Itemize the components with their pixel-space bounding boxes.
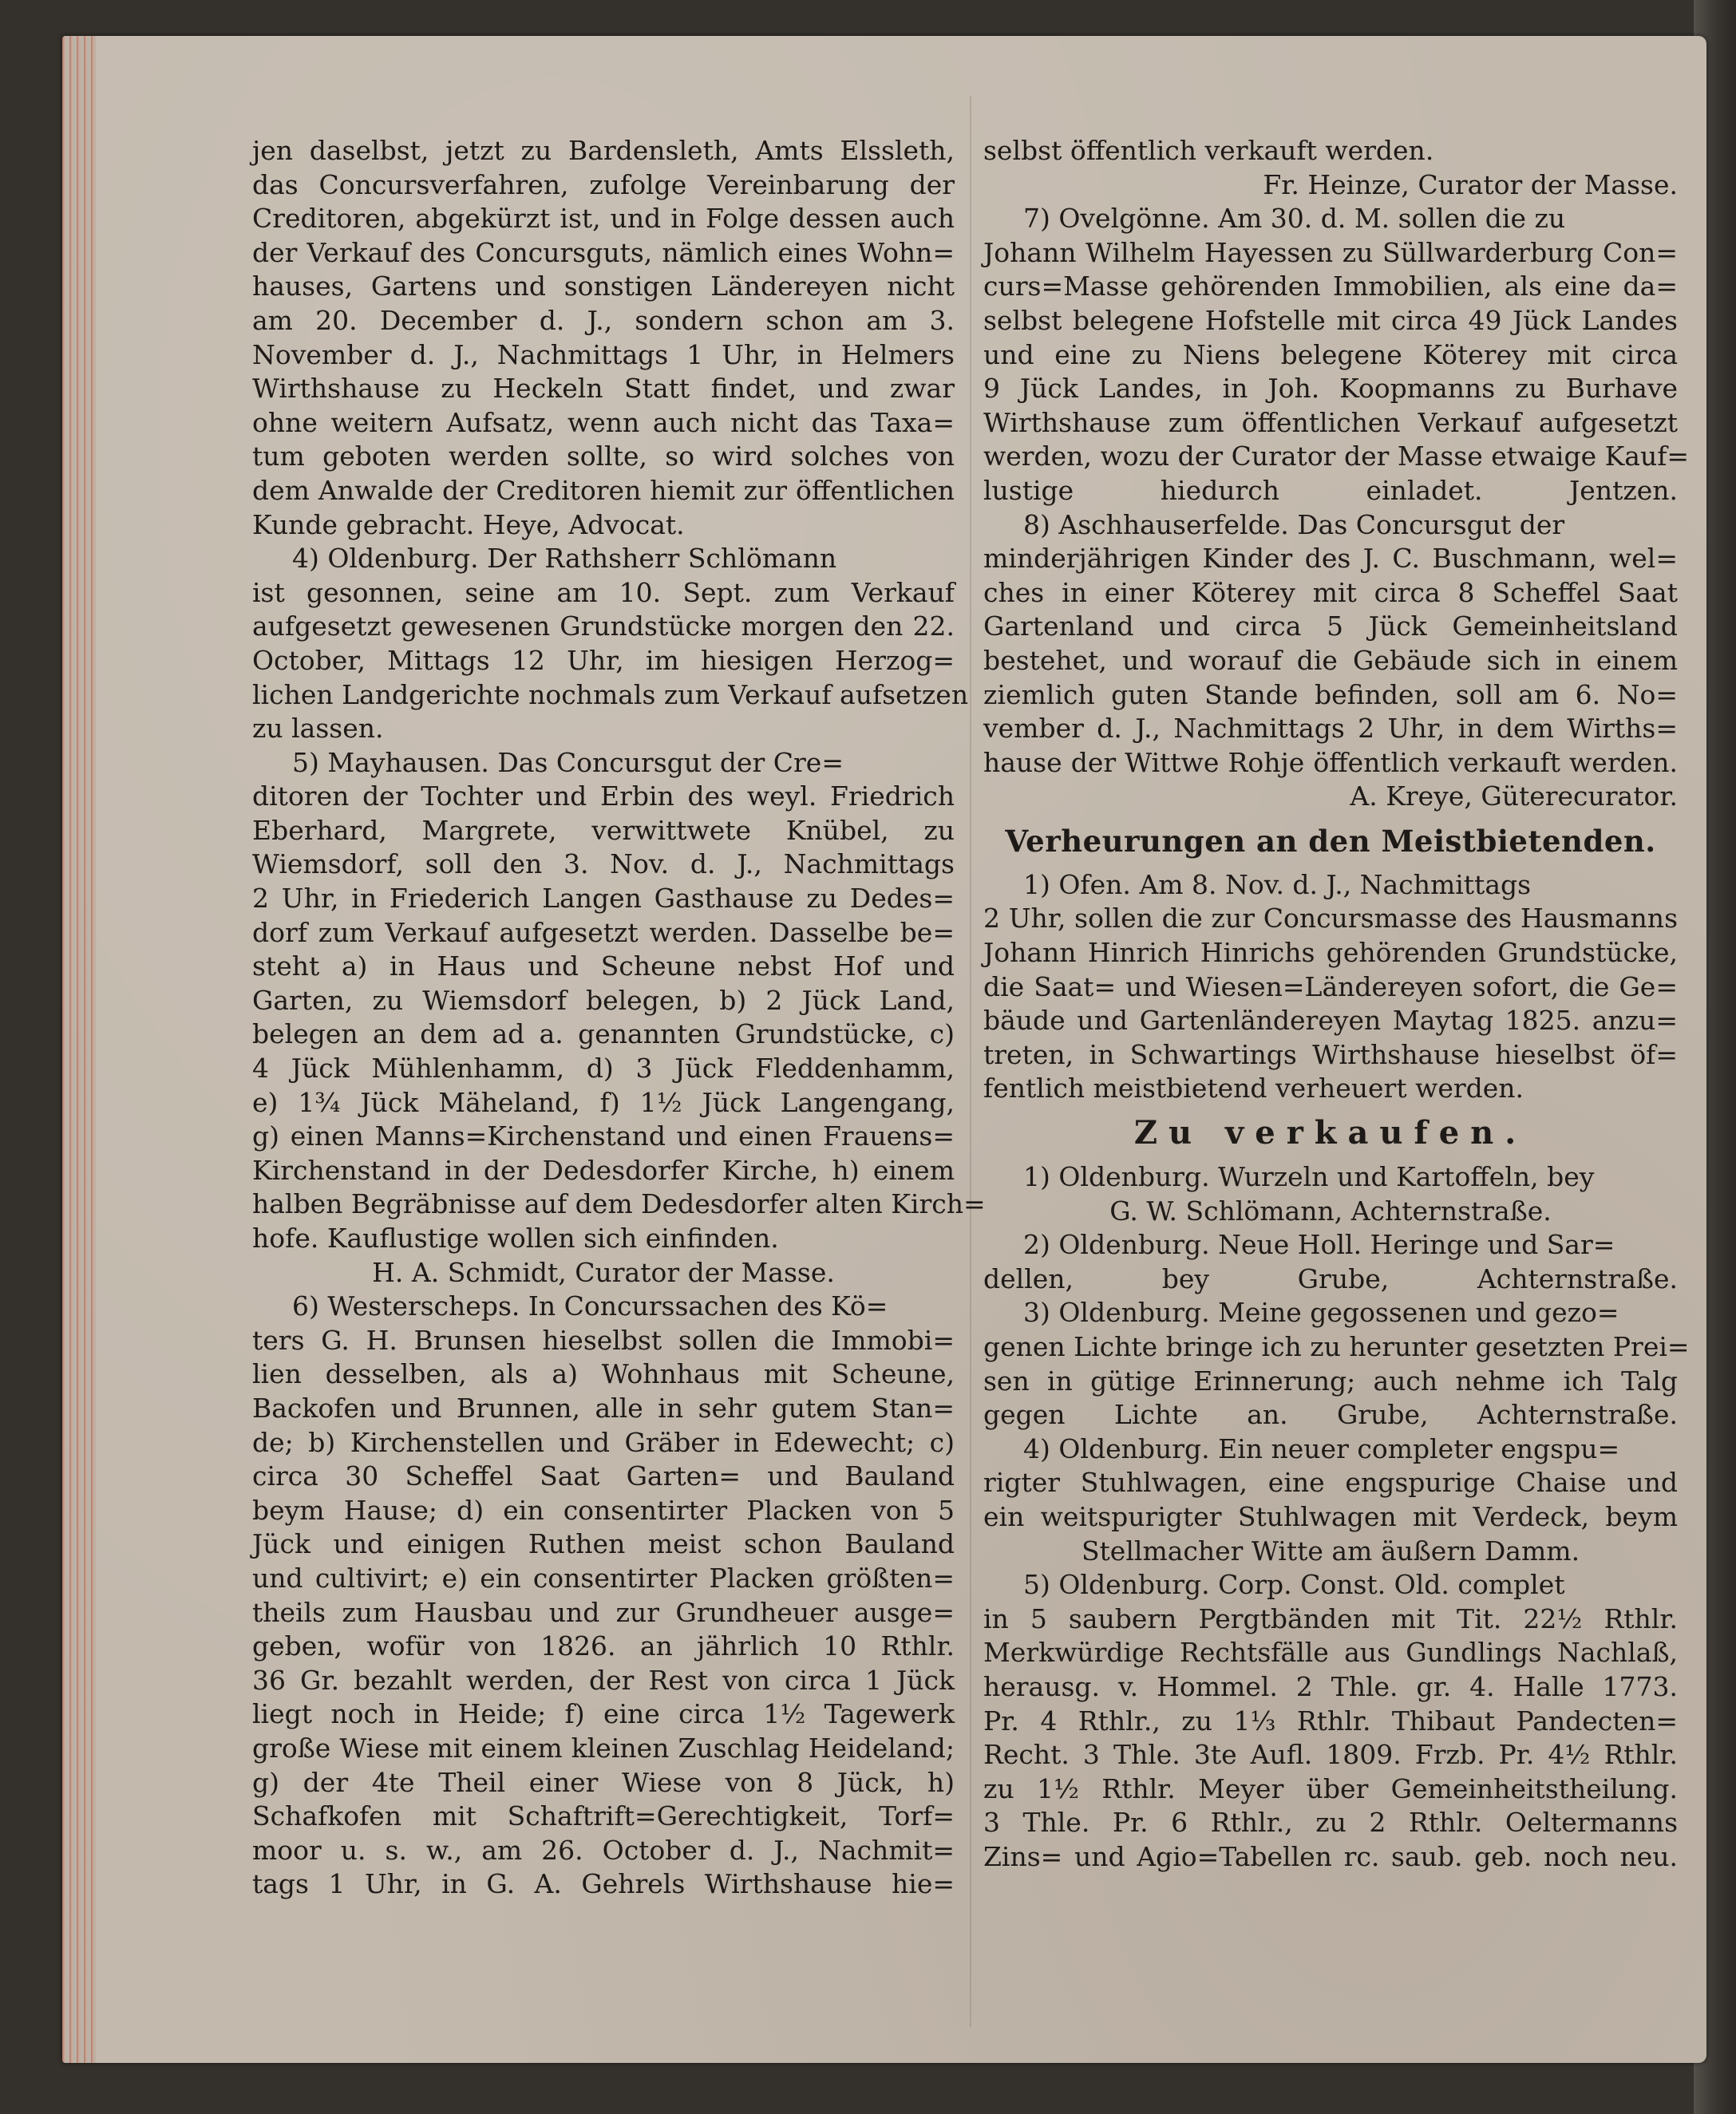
- text-line: Pr. 4 Rthlr., zu 1⅓ Rthlr. Thibaut Pandecten=: [983, 1705, 1678, 1737]
- notice-heading-line: 1) Oldenburg. Wurzeln und Kartoffeln, bey: [1023, 1161, 1595, 1193]
- text-line: Backofen und Brunnen, alle in sehr gutem Stan=: [252, 1392, 955, 1424]
- text-line: werden, wozu der Curator der Masse etwaige Kauf=: [983, 441, 1690, 472]
- text-line: Zins= und Agio=Tabellen rc. saub. geb. noch neu.: [983, 1840, 1678, 1872]
- text-line: Wirthshause zum öffentlichen Verkauf aufgesetzt: [983, 406, 1678, 438]
- text-line: dem Anwalde der Creditoren hiemit zur öffentlichen: [252, 474, 955, 506]
- notice-heading-line: 5) Oldenburg. Corp. Const. Old. complet: [1023, 1569, 1565, 1601]
- text-line: minderjährigen Kinder des J. C. Buschmann, wel=: [983, 543, 1678, 575]
- text-line: November d. J., Nachmittags 1 Uhr, in Helmers: [252, 338, 955, 370]
- notice-heading-line: 4) Oldenburg. Ein neuer completer engspu=: [1023, 1432, 1620, 1464]
- text-line: 2 Uhr, in Friederich Langen Gasthause zu Dedes=: [252, 883, 955, 915]
- text-line: Gartenland und circa 5 Jück Gemeinheitsland: [983, 610, 1678, 642]
- text-line: Merkwürdige Rechtsfälle aus Gundlings Nachlaß,: [983, 1637, 1678, 1669]
- text-line: in 5 saubern Pergtbänden mit Tit. 22½ Rthlr.: [983, 1602, 1678, 1634]
- text-line: vember d. J., Nachmittags 2 Uhr, in dem Wirths=: [983, 713, 1678, 745]
- text-line: tum geboten werden sollte, so wird solches von: [252, 441, 955, 472]
- notice-4-heading-line: 4) Oldenburg. Der Rathsherr Schlömann: [292, 543, 837, 575]
- text-line: jen daselbst, jetzt zu Bardensleth, Amts Elssleth,: [252, 135, 955, 166]
- text-line: 4 Jück Mühlenhamm, d) 3 Jück Fleddenhamm,: [252, 1053, 955, 1085]
- text-line: liegt noch in Heide; f) eine circa 1½ Tagewerk: [252, 1698, 955, 1730]
- text-line: hofe. Kauflustige wollen sich einfinden.: [252, 1223, 779, 1254]
- text-line: zu lassen.: [252, 713, 384, 745]
- text-line: und cultivirt; e) ein consentirter Placken größten=: [252, 1562, 955, 1594]
- text-line: treten, in Schwartings Wirthshause hieselbst öf=: [983, 1038, 1678, 1070]
- text-line: Kirchenstand in der Dedesdorfer Kirche, h) einem: [252, 1154, 955, 1186]
- text-line: lien desselben, als a) Wohnhaus mit Scheune,: [252, 1358, 955, 1390]
- text-line: g) der 4te Theil einer Wiese von 8 Jück, h): [252, 1766, 955, 1798]
- text-line: lichen Landgerichte nochmals zum Verkauf aufsetzen: [252, 678, 969, 710]
- text-line: 36 Gr. bezahlt werden, der Rest von circa 1 Jück: [252, 1664, 955, 1696]
- section-heading-verheurungen: Verheurungen an den Meistbietenden.: [1005, 823, 1656, 859]
- text-line: beym Hause; d) ein consentirter Placken von 5: [252, 1494, 955, 1526]
- text-line: der Verkauf des Concursguts, nämlich eines Wohn=: [252, 236, 955, 268]
- text-line: Garten, zu Wiemsdorf belegen, b) 2 Jück Land,: [252, 984, 955, 1016]
- text-line: genen Lichte bringe ich zu herunter gesetzten Prei=: [983, 1331, 1690, 1362]
- text-line: gegen Lichte an. Grube, Achternstraße.: [983, 1399, 1678, 1431]
- text-line: belegen an dem ad a. genannten Grundstücke, c): [252, 1018, 955, 1050]
- signature-line: G. W. Schlömann, Achternstraße.: [1109, 1195, 1552, 1227]
- text-line: ein weitspurigter Stuhlwagen mit Verdeck, beym: [983, 1500, 1678, 1532]
- text-line: herausg. v. Hommel. 2 Thle. gr. 4. Halle 1773.: [983, 1670, 1678, 1702]
- text-line: halben Begräbnisse auf dem Dedesdorfer alten Kirch=: [252, 1188, 986, 1220]
- text-line: Wiemsdorf, soll den 3. Nov. d. J., Nachmittags: [252, 848, 955, 880]
- text-line: ters G. H. Brunsen hieselbst sollen die Immobi=: [252, 1324, 955, 1356]
- text-line: Stellmacher Witte am äußern Damm.: [1081, 1535, 1580, 1567]
- text-line: moor u. s. w., am 26. October d. J., Nachmit=: [252, 1834, 955, 1866]
- text-line: und eine zu Niens belegene Köterey mit circa: [983, 338, 1678, 370]
- text-line: große Wiese mit einem kleinen Zuschlag Heideland;: [252, 1732, 955, 1764]
- text-line: g) einen Manns=Kirchenstand und einen Frauens=: [252, 1120, 955, 1152]
- text-line: hauses, Gartens und sonstigen Ländereyen nicht: [252, 271, 955, 302]
- signature-line: A. Kreye, Güterecurator.: [1350, 780, 1678, 812]
- text-line: ohne weitern Aufsatz, wenn auch nicht das Taxa=: [252, 406, 955, 438]
- section-heading-zu-verkaufen: Zu verkaufen.: [1133, 1114, 1528, 1152]
- text-line: bestehet, und worauf die Gebäude sich in einem: [983, 644, 1678, 676]
- text-line: e) 1¾ Jück Mäheland, f) 1½ Jück Langengang,: [252, 1086, 955, 1118]
- text-line: selbst öffentlich verkauft werden.: [983, 135, 1434, 166]
- text-line: circa 30 Scheffel Saat Garten= und Bauland: [252, 1460, 955, 1492]
- text-line: rigter Stuhlwagen, eine engspurige Chaise und: [983, 1467, 1678, 1499]
- notice-heading-line: 3) Oldenburg. Meine gegossenen und gezo=: [1023, 1297, 1619, 1329]
- text-line: Schafkofen mit Schaftrift=Gerechtigkeit, Torf=: [252, 1800, 955, 1832]
- text-line: selbst belegene Hofstelle mit circa 49 Jück Landes: [983, 304, 1678, 336]
- signature-line: H. A. Schmidt, Curator der Masse.: [372, 1256, 835, 1288]
- text-line: zu 1½ Rthlr. Meyer über Gemeinheitstheilung.: [983, 1772, 1678, 1804]
- text-line: 2 Uhr, sollen die zur Concursmasse des Hausmanns: [983, 903, 1678, 935]
- text-line: am 20. December d. J., sondern schon am 3.: [252, 304, 955, 336]
- notice-heading-line: 2) Oldenburg. Neue Holl. Heringe und Sar=: [1023, 1229, 1615, 1261]
- signature-line: Fr. Heinze, Curator der Masse.: [1263, 168, 1678, 200]
- text-line: curs=Masse gehörenden Immobilien, als eine da=: [983, 271, 1678, 302]
- notice-8-heading-line: 8) Aschhauserfelde. Das Concursgut der: [1023, 508, 1565, 540]
- text-line: October, Mittags 12 Uhr, im hiesigen Herzog=: [252, 644, 955, 676]
- text-line: Eberhard, Margrete, verwittwete Knübel, zu: [252, 814, 955, 846]
- text-line: fentlich meistbietend verheuert werden.: [983, 1073, 1524, 1104]
- text-line: bäude und Gartenländereyen Maytag 1825. anzu=: [983, 1005, 1678, 1037]
- text-line: steht a) in Haus und Scheune nebst Hof und: [252, 950, 955, 982]
- right-column: [983, 134, 1690, 1875]
- notice-7-heading-line: 7) Ovelgönne. Am 30. d. M. sollen die zu: [1023, 203, 1566, 235]
- text-line: theils zum Hausbau und zur Grundheuer ausge=: [252, 1596, 955, 1628]
- left-column: [252, 134, 986, 1902]
- text-line: Jück und einigen Ruthen meist schon Bauland: [252, 1528, 955, 1560]
- text-line: ziemlich guten Stande befinden, soll am 6. No=: [983, 678, 1678, 710]
- notice-6-heading-line: 6) Westerscheps. In Concurssachen des Kö=: [292, 1290, 888, 1322]
- text-line: Creditoren, abgekürzt ist, und in Folge dessen auch: [252, 203, 955, 235]
- text-line: 3 Thle. Pr. 6 Rthlr., zu 2 Rthlr. Oeltermanns: [983, 1807, 1678, 1839]
- text-line: de; b) Kirchenstellen und Gräber in Edewecht; c): [252, 1426, 955, 1458]
- text-line: lustige hiedurch einladet. Jentzen.: [983, 474, 1678, 506]
- text-line: ist gesonnen, seine am 10. Sept. zum Verkauf: [252, 576, 955, 608]
- notice-heading-line: 1) Ofen. Am 8. Nov. d. J., Nachmittags: [1023, 868, 1532, 900]
- text-line: dorf zum Verkauf aufgesetzt werden. Dasselbe be=: [252, 916, 955, 948]
- signature-line: Kunde gebracht. Heye, Advocat.: [252, 508, 685, 540]
- text-line: aufgesetzt gewesenen Grundstücke morgen den 22.: [252, 610, 955, 642]
- text-line: Johann Hinrich Hinrichs gehörenden Grundstücke,: [983, 937, 1678, 969]
- text-line: hause der Wittwe Rohje öffentlich verkauft werden.: [983, 746, 1678, 778]
- text-line: Johann Wilhelm Hayessen zu Süllwarderburg Con=: [983, 236, 1678, 268]
- text-line: ditoren der Tochter und Erbin des weyl. Friedrich: [252, 780, 955, 812]
- text-line: dellen, bey Grube, Achternstraße.: [983, 1262, 1678, 1294]
- text-line: die Saat= und Wiesen=Ländereyen sofort, die Ge=: [983, 970, 1678, 1002]
- text-line: geben, wofür von 1826. an jährlich 10 Rthlr.: [252, 1630, 955, 1662]
- text-line: sen in gütige Erinnerung; auch nehme ich Talg: [983, 1365, 1678, 1397]
- text-line: ches in einer Köterey mit circa 8 Scheffel Saat: [983, 576, 1678, 608]
- text-line: 9 Jück Landes, in Joh. Koopmanns zu Burhave: [983, 373, 1678, 405]
- notice-5-heading-line: 5) Mayhausen. Das Concursgut der Cre=: [292, 746, 844, 778]
- text-line: tags 1 Uhr, in G. A. Gehrels Wirthshause hie=: [252, 1868, 955, 1900]
- text-line: Wirthshause zu Heckeln Statt findet, und zwar: [252, 373, 955, 405]
- text-line: das Concursverfahren, zufolge Vereinbarung der: [252, 168, 955, 200]
- page-stack-edge: [62, 36, 96, 2063]
- text-line: Recht. 3 Thle. 3te Aufl. 1809. Frzb. Pr. 4½ Rthlr.: [983, 1739, 1678, 1771]
- column-divider: [970, 96, 971, 2027]
